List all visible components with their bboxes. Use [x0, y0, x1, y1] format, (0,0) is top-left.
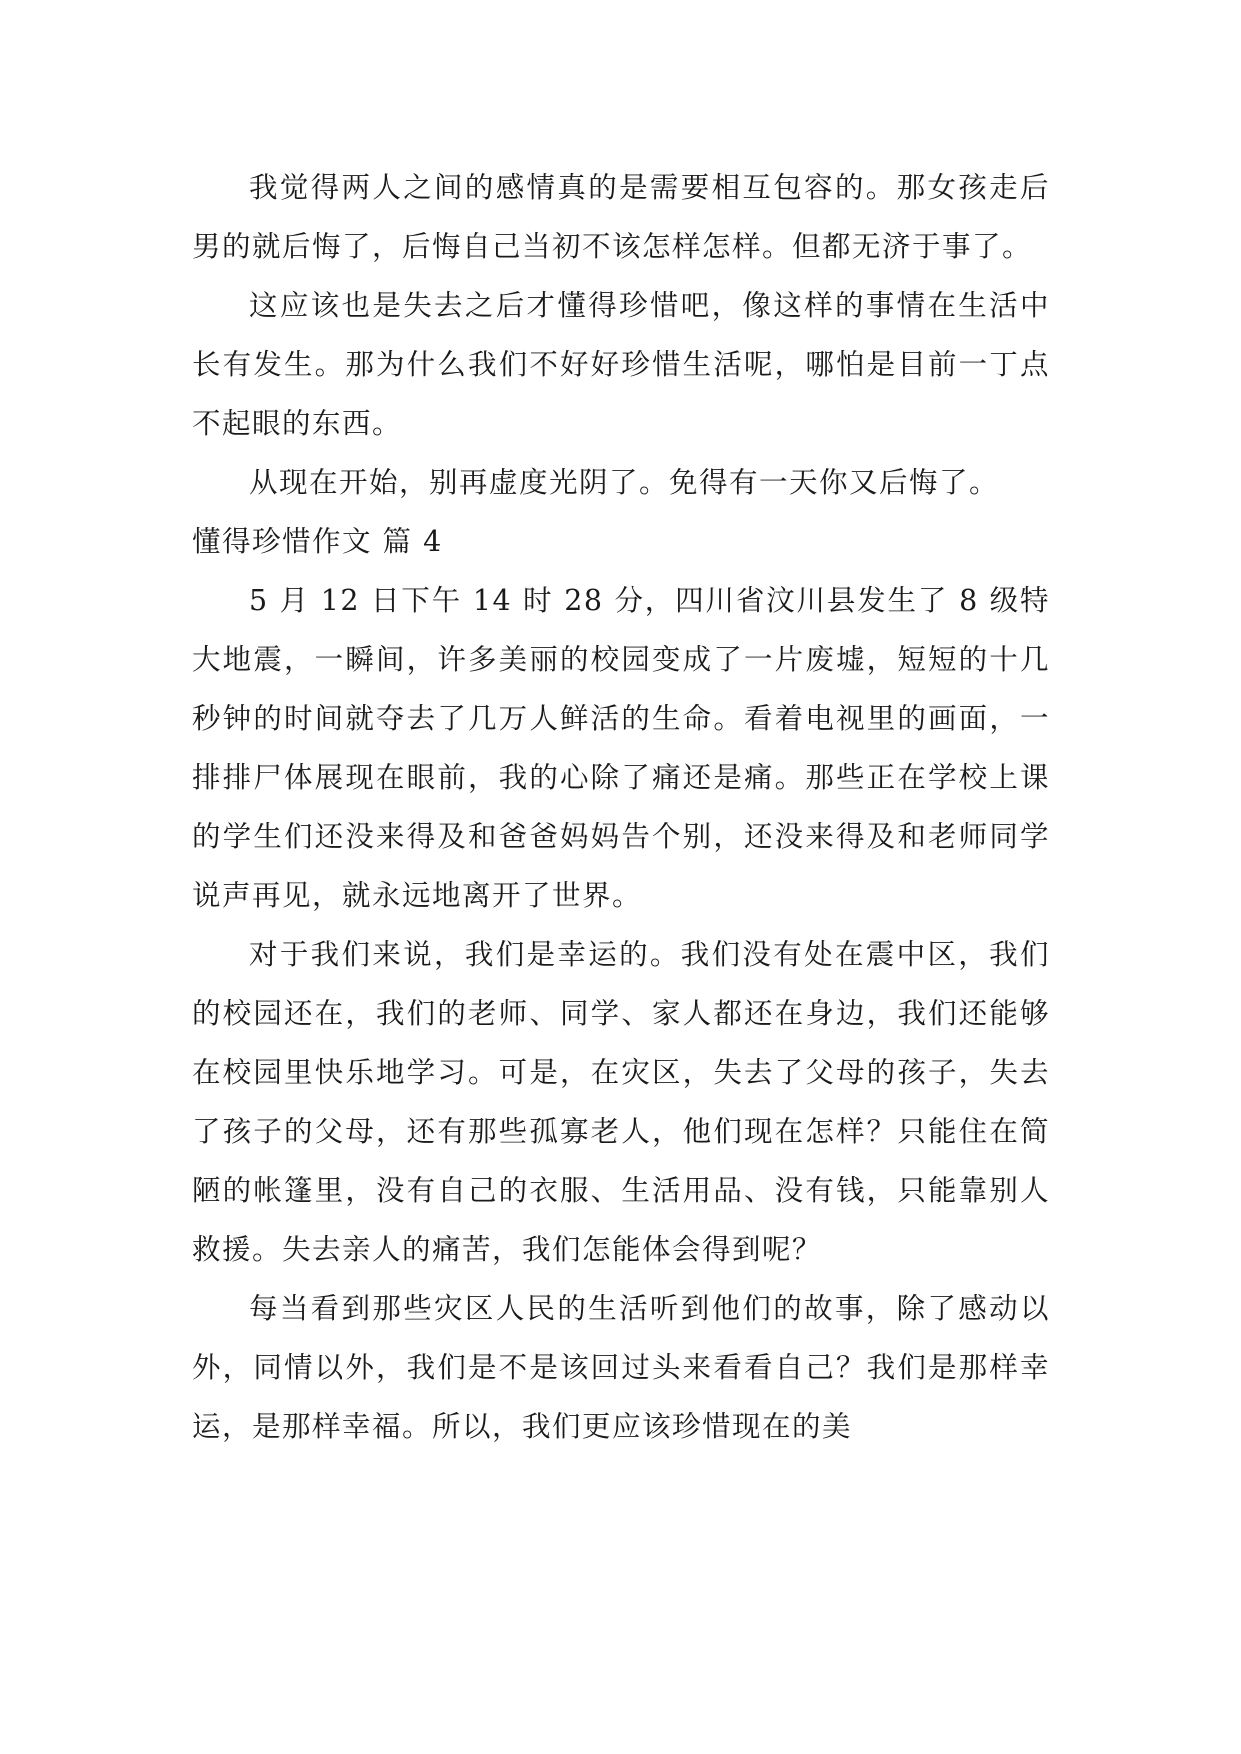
paragraph: 我觉得两人之间的感情真的是需要相互包容的。那女孩走后男的就后悔了，后悔自己当初不该怎样怎样。但都无济于事了。	[192, 171, 1050, 263]
paragraph: 这应该也是失去之后才懂得珍惜吧，像这样的事情在生活中长有发生。那为什么我们不好好珍惜生活呢，哪怕是目前一丁点不起眼的东西。	[192, 289, 1050, 440]
section-heading: 懂得珍惜作文 篇 4	[192, 525, 443, 558]
document-body	[192, 158, 1050, 1456]
paragraph: 5 月 12 日下午 14 时 28 分，四川省汶川县发生了 8 级特大地震，一瞬间，许多美丽的校园变成了一片废墟，短短的十几秒钟的时间就夺去了几万人鲜活的生命。看着电视里的画面，一排排尸体展现在眼前，我的心除了痛还是痛。那些正在学校上课的学生们还没来得及和爸爸妈妈告个别，还没来得及和老师同学说声再见，就永远地离开了世界。	[192, 584, 1050, 912]
paragraph: 从现在开始，别再虚度光阴了。免得有一天你又后悔了。	[249, 466, 1000, 499]
paragraph: 对于我们来说，我们是幸运的。我们没有处在震中区，我们的校园还在，我们的老师、同学、家人都还在身边，我们还能够在校园里快乐地学习。可是，在灾区，失去了父母的孩子，失去了孩子的父母，还有那些孤寡老人，他们现在怎样？只能住在简陋的帐篷里，没有自己的衣服、生活用品、没有钱，只能靠别人救援。失去亲人的痛苦，我们怎能体会得到呢？	[192, 938, 1050, 1266]
paragraph: 每当看到那些灾区人民的生活听到他们的故事，除了感动以外，同情以外，我们是不是该回过头来看看自己？我们是那样幸运，是那样幸福。所以，我们更应该珍惜现在的美	[192, 1292, 1050, 1443]
